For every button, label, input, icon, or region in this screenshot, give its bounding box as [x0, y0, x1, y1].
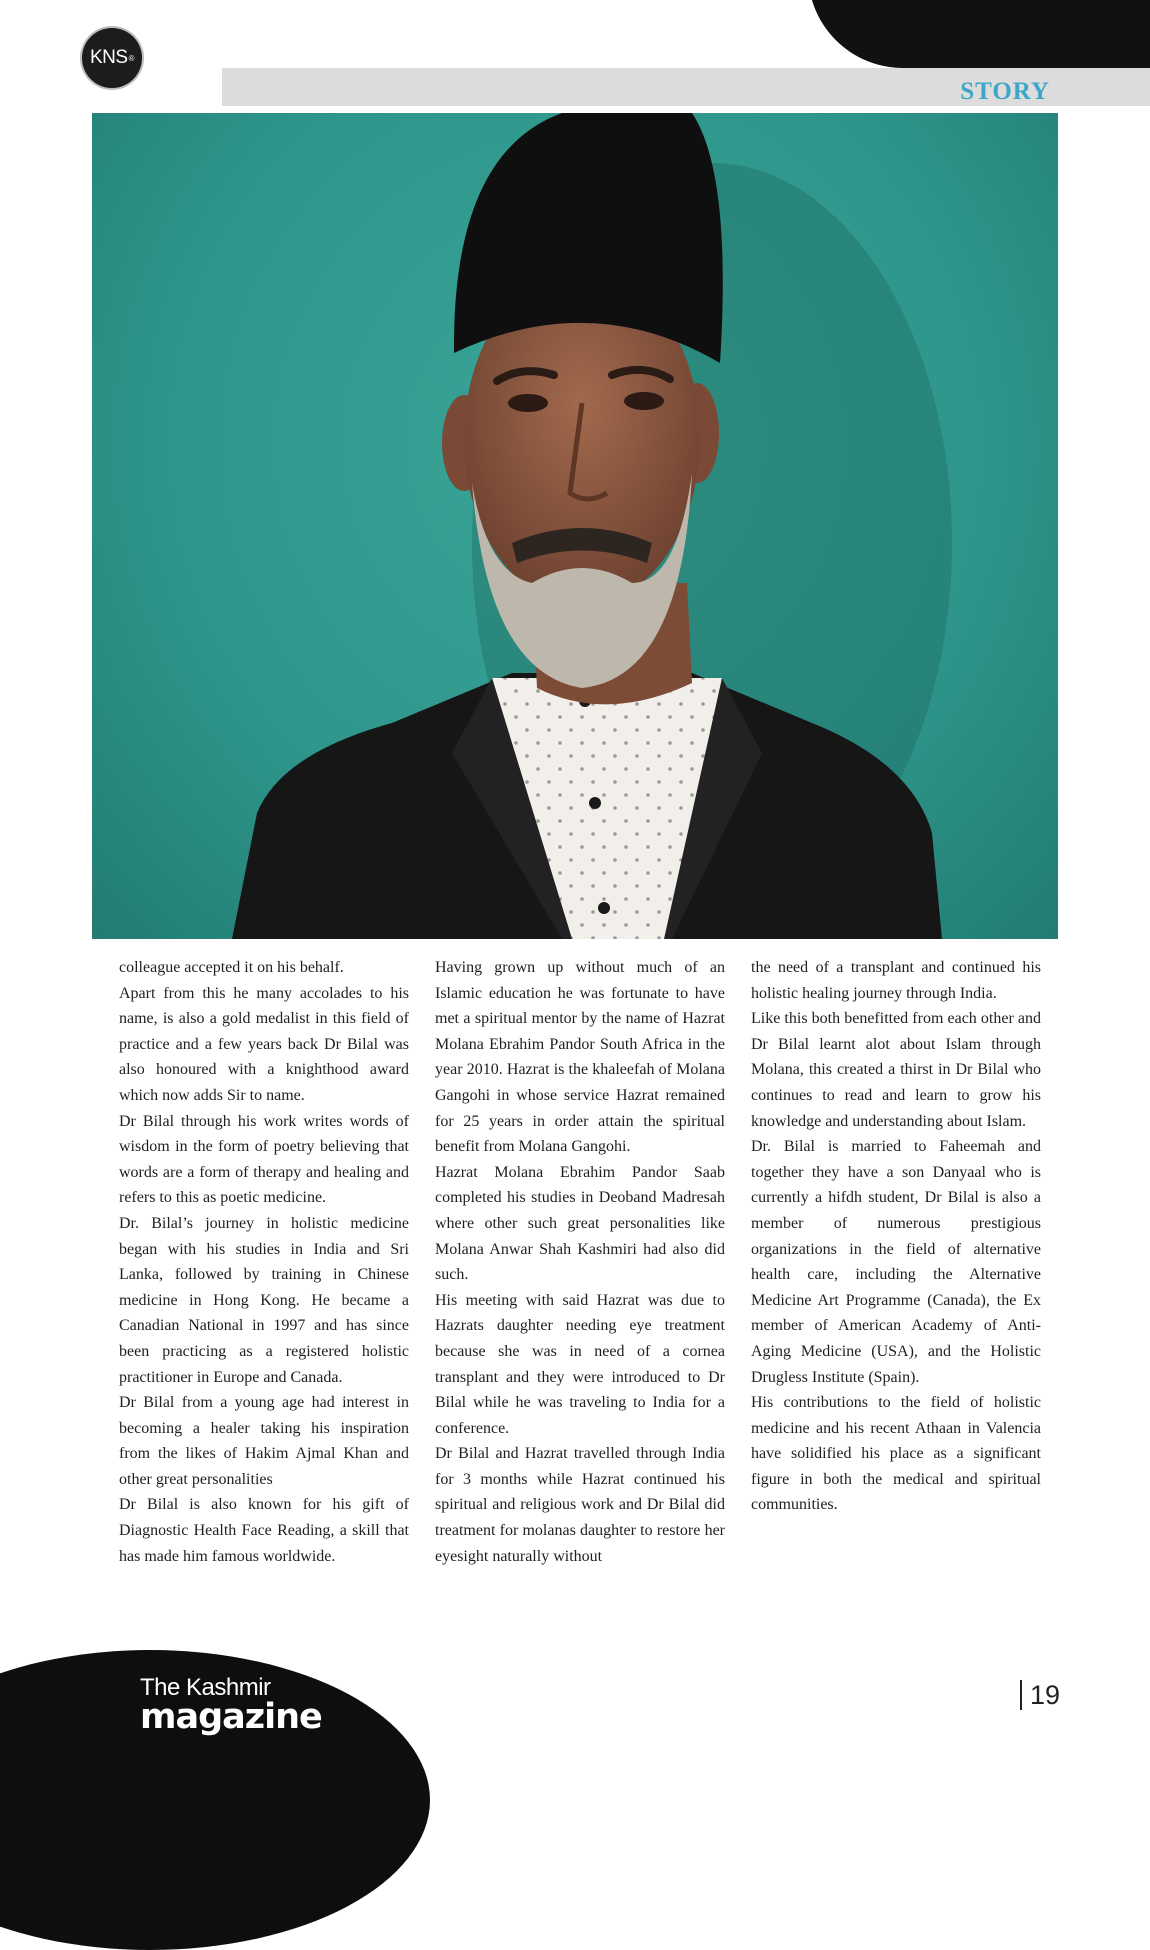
- header-corner-shape: [808, 0, 1150, 68]
- kns-logo-text: KNS: [90, 47, 128, 68]
- paragraph: Dr Bilal is also known for his gift of Diagnostic Health Face Reading, a skill that has made him famous worldwide.: [119, 1496, 409, 1565]
- paragraph: Hazrat Molana Ebrahim Pandor Saab completed his studies in Deoband Madresah where other such great personalities like Molana Anwar Shah Kashmiri had also did such.: [435, 1163, 725, 1284]
- paragraph: Dr Bilal through his work writes words of wisdom in the form of poetry believing that words are a form of therapy and healing and refers to this as poetic medicine.: [119, 1112, 409, 1207]
- article-column-1: [119, 955, 409, 1595]
- paragraph: Dr Bilal from a young age had interest in becoming a healer taking his inspiration from the likes of Hakim Ajmal Khan and other great personalities: [119, 1394, 409, 1488]
- article-column-2: [435, 955, 725, 1595]
- paragraph: the need of a transplant and continued his holistic healing journey through India.: [751, 959, 1041, 1002]
- paragraph: Dr Bilal and Hazrat travelled through India for 3 months while Hazrat continued his spiritual and religious work and Dr Bilal did treatment for molanas daughter to restore her eyesight naturally without: [435, 1445, 725, 1565]
- paragraph: Having grown up without much of an Islamic education he was fortunate to have met a spiritual mentor by the name of Hazrat Molana Ebrahim Pandor South Africa in the year 2010. Hazrat is the khaleefah of Molana Gangohi in whose service Hazrat remained for 25 years in order attain the spiritual benefit from Molana Gangohi.: [435, 959, 725, 1156]
- section-label: STORY: [960, 78, 1050, 105]
- paragraph: Dr. Bilal is married to Faheemah and together they have a son Danyaal who is currently a hifdh student, Dr Bilal is also a member of numerous prestigious organizations in the field of alternative health care, including the Alternative Medicine Art Programme (Canada), the Ex member of American Academy of Anti-Aging Medicine (USA), and the Holistic Drugless Institute (Spain).: [751, 1138, 1041, 1386]
- paragraph: Like this both benefitted from each other and Dr Bilal learnt alot about Islam through Molana, this created a thirst in Dr Bilal who continues to read and learn to grow his knowledge and understanding about Islam.: [751, 1010, 1041, 1130]
- article-column-3: [751, 955, 1041, 1595]
- magazine-logo-line1: The Kashmir: [140, 1674, 271, 1701]
- paragraph: Apart from this he many accolades to his name, is also a gold medalist in this field of practice and a few years back Dr Bilal was also honoured with a knighthood award which now adds Sir to name.: [119, 984, 409, 1104]
- portrait-photo: [92, 113, 1058, 939]
- magazine-logo-line2: magazine: [140, 1697, 322, 1737]
- paragraph: colleague accepted it on his behalf.: [119, 959, 344, 976]
- paragraph: Dr. Bilal’s journey in holistic medicine began with his studies in India and Sri Lanka, followed by training in Chinese medicine in Hong Kong. He became a Canadian National in 1997 and has since been practicing as a registered holistic practitioner in Europe and Canada.: [119, 1214, 409, 1386]
- paragraph: His contributions to the field of holistic medicine and his recent Athaan in Valencia have solidified his place as a significant figure in both the medical and spiritual communities.: [751, 1394, 1041, 1514]
- kns-logo: KNS ®: [82, 28, 142, 88]
- paragraph: His meeting with said Hazrat was due to Hazrats daughter needing eye treatment because she was in need of a cornea transplant and they were introduced to Dr Bilal while he was traveling to India for a conference.: [435, 1291, 725, 1437]
- magazine-logo: [140, 1676, 322, 1735]
- page-number: 19: [1020, 1680, 1060, 1710]
- article-body: [119, 955, 1041, 1595]
